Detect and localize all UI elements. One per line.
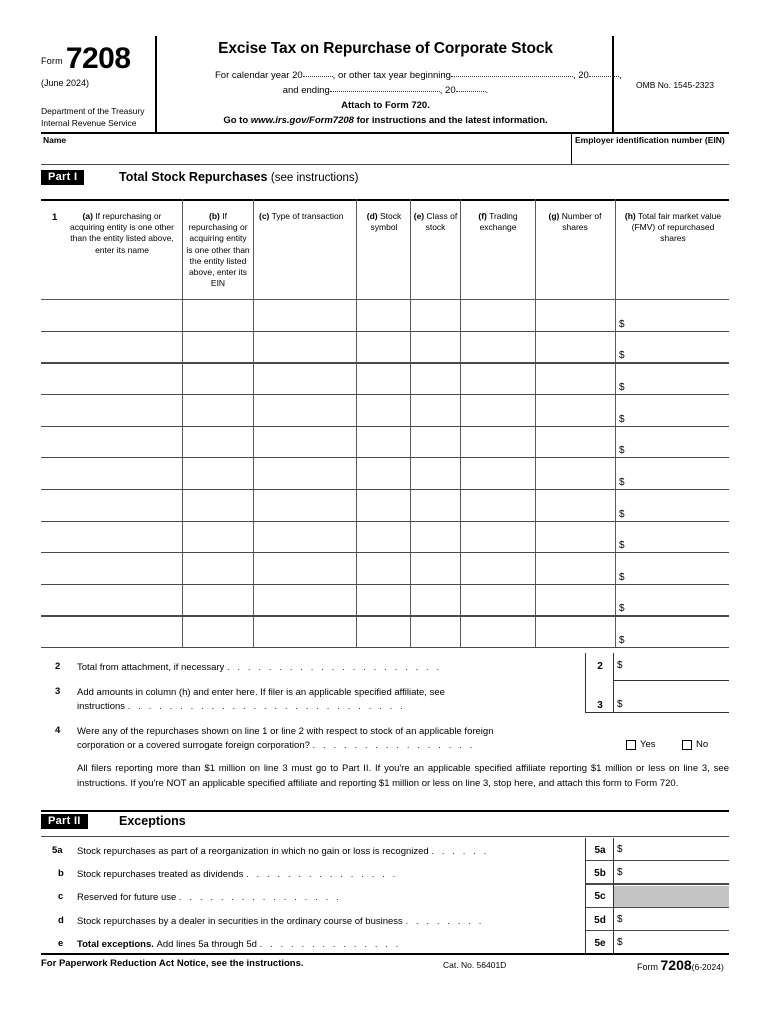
- part2-currency: $: [617, 913, 623, 925]
- identity-divider: [571, 134, 572, 164]
- line-3-box-left: [585, 680, 586, 712]
- part1-banner: [41, 170, 729, 185]
- line-3-leader: . . . . . . . . . . . . . . . . . . . . . . . . . . .: [127, 701, 406, 712]
- irs-url-link[interactable]: www.irs.gov/Form7208: [250, 115, 354, 126]
- paperwork-notice: For Paperwork Reduction Act Notice, see the instructions.: [41, 958, 304, 969]
- calendar-year-prefix: For calendar year 20: [215, 70, 303, 81]
- footer-form-date: (6-2024): [691, 962, 724, 972]
- table-row[interactable]: $: [619, 445, 625, 457]
- table-row[interactable]: $: [619, 603, 625, 615]
- column-header-e: [413, 211, 458, 233]
- line-2-box-div: [613, 653, 614, 680]
- header-divider-left: [155, 36, 157, 132]
- part2-row-number: b: [58, 868, 64, 880]
- line-3-box-div: [613, 680, 614, 712]
- part2-row-number: 5a: [52, 845, 63, 856]
- part2-box-number: 5a: [594, 845, 606, 856]
- part2-header-rule: [41, 836, 729, 837]
- column-header-d: [360, 211, 408, 233]
- department-line-1: Department of the Treasury: [41, 106, 145, 116]
- line-2-label: Total from attachment, if necessary: [77, 662, 225, 673]
- column-header-f: [464, 211, 532, 233]
- column-text-a: If repurchasing or acquiring entity is one other than the entity listed above, enter its name: [70, 211, 174, 255]
- attach-instruction: Attach to Form 720.: [341, 100, 430, 111]
- form-identity-block: [41, 36, 154, 132]
- part1-badge: Part I: [41, 170, 84, 185]
- table-row[interactable]: $: [619, 476, 625, 488]
- line-4-leader: . . . . . . . . . . . . . . . .: [312, 740, 475, 751]
- part2-box-number: 5b: [594, 868, 606, 880]
- line-2-box-number: 2: [597, 661, 603, 672]
- footer-form-number: 7208: [660, 957, 692, 973]
- table-header-separator: [41, 299, 729, 300]
- line-3-label: Add amounts in column (h) and enter here. If filer is an applicable specified affiliate, see: [77, 687, 445, 698]
- yes-label: Yes: [640, 739, 656, 750]
- form-word-label: Form: [41, 56, 63, 66]
- part1-title: [119, 170, 358, 184]
- table-row-separator: [41, 552, 729, 553]
- tax-year-beginning-input[interactable]: [451, 68, 573, 77]
- identity-row: [41, 134, 729, 164]
- beginning-year-input[interactable]: [589, 68, 619, 77]
- line-2-number: 2: [55, 661, 61, 672]
- column-header-b: [186, 211, 250, 289]
- column-text-g: Number of shares: [561, 211, 602, 233]
- part2-row-leader: . . . . . . . .: [405, 915, 485, 927]
- part2-box-number: 5e: [594, 937, 606, 949]
- form-header: [41, 36, 729, 132]
- beginning-year-label: , 20: [572, 70, 589, 81]
- part2-row-label: [77, 891, 341, 905]
- omb-block: [618, 36, 729, 132]
- table-row-separator: [41, 331, 729, 332]
- column-text-b: If repurchasing or acquiring entity is one other than the entity listed above, enter its EIN: [186, 211, 250, 289]
- part2-currency: $: [617, 936, 623, 948]
- issuing-agency: [41, 106, 144, 129]
- ending-year-label: , 20: [439, 85, 456, 96]
- part1-title-note: (see instructions): [270, 172, 359, 184]
- line-3-currency: $: [617, 699, 623, 710]
- column-tag-a: (a): [82, 211, 93, 221]
- table-row-separator: [41, 426, 729, 427]
- form-title-block: [163, 36, 622, 132]
- part1-title-bold: Total Stock Repurchases: [119, 170, 271, 184]
- part2-box-divider-rule: [613, 838, 614, 954]
- goto-suffix: for instructions and the latest information.: [353, 115, 548, 126]
- part2-value-field[interactable]: [585, 883, 729, 884]
- line-1-number: 1: [52, 212, 58, 223]
- header-divider-right: [612, 36, 614, 132]
- tax-year-ending-input[interactable]: [330, 83, 440, 92]
- col-sep-g-h: [615, 199, 616, 647]
- part2-value-field[interactable]: [585, 930, 729, 931]
- column-text-e: Class of stock: [425, 211, 458, 233]
- footer-top-rule: [41, 953, 729, 955]
- part1-note: All filers reporting more than $1 million on line 3 must go to Part II. If you're an applicable specified affiliate reporting $1 million or less on line 3, see instructions. If you're NOT an applicable specified affiliate and reporting $1 million or less on line 3, stop here, and attach this form to Form 720.: [77, 763, 729, 789]
- part2-box-number: 5d: [594, 914, 606, 926]
- omb-number: OMB No. 1545-2323: [636, 80, 714, 90]
- part2-value-field[interactable]: [585, 860, 729, 861]
- table-row-separator: [41, 489, 729, 490]
- no-label: No: [696, 739, 709, 750]
- part2-row-label: [77, 845, 489, 859]
- line-3-text-2: [77, 700, 405, 714]
- part2-row-label: [77, 915, 484, 929]
- col-sep-a-b: [182, 199, 183, 647]
- part2-banner: [41, 814, 729, 829]
- department-line-2: Internal Revenue Service: [41, 117, 137, 128]
- table-row[interactable]: $: [619, 508, 625, 520]
- other-tax-year-label: , or other tax year beginning: [332, 70, 451, 81]
- part2-badge: Part II: [41, 814, 88, 829]
- form-number-line: [41, 44, 131, 74]
- column-header-c: [259, 211, 353, 222]
- part2-row-text: Reserved for future use: [77, 892, 179, 904]
- part2-row-bold-prefix: Total exceptions.: [77, 938, 157, 950]
- table-row-separator: [41, 615, 729, 616]
- table-row-separator: [41, 584, 729, 585]
- table-row-separator: [41, 457, 729, 458]
- part2-row-label: [77, 938, 401, 952]
- part2-currency: $: [617, 844, 623, 855]
- part2-row-label: [77, 868, 398, 882]
- part2-row-leader: . . . . . . . . . . . . . . .: [245, 869, 398, 881]
- beginning-comma: ,: [618, 70, 622, 81]
- catalog-number: Cat. No. 56401D: [443, 960, 507, 970]
- table-row-separator: [41, 362, 729, 363]
- line-3-value-rule[interactable]: [585, 712, 729, 713]
- table-row[interactable]: $: [619, 318, 625, 330]
- table-row-separator: [41, 394, 729, 395]
- column-header-g: [539, 211, 611, 233]
- line-2-currency: $: [617, 660, 623, 671]
- line-3-number: 3: [55, 686, 61, 697]
- goto-prefix: Go to: [223, 115, 251, 126]
- part2-row-text: Stock repurchases by a dealer in securities in the ordinary course of business: [77, 915, 406, 927]
- ein-label: Employer identification number (EIN): [575, 135, 725, 145]
- line-4-label-2: corporation or a covered surrogate foreign corporation?: [77, 740, 310, 751]
- table-row-separator: [41, 521, 729, 522]
- part2-currency: $: [617, 867, 623, 879]
- part2-row-number: c: [58, 891, 64, 903]
- column-tag-e: (e): [413, 211, 425, 221]
- column-tag-h: (h): [624, 211, 636, 221]
- part2-row-text: Add lines 5a through 5d: [156, 938, 260, 950]
- table-row[interactable]: $: [619, 413, 625, 425]
- goto-instruction: [163, 115, 608, 126]
- table-row[interactable]: $: [619, 540, 625, 552]
- column-text-f: Trading exchange: [479, 211, 518, 233]
- table-row[interactable]: $: [619, 635, 625, 646]
- line-3-label-2: instructions: [77, 701, 126, 712]
- form-revision-date: (June 2024): [41, 78, 90, 88]
- ending-label: and ending: [282, 85, 330, 96]
- column-text-c: Type of transaction: [271, 211, 344, 221]
- identity-bottom-rule: [41, 164, 729, 165]
- part2-box-number: 5c: [594, 891, 606, 903]
- part2-row-leader: . . . . . . . . . . . . . . . .: [178, 892, 342, 904]
- yes-checkbox[interactable]: [626, 740, 636, 750]
- form-number: 7208: [65, 42, 131, 75]
- col-sep-f-g: [535, 199, 536, 647]
- table-bottom-rule: [41, 647, 729, 648]
- column-header-h: [619, 211, 727, 245]
- part2-row-leader: . . . . . .: [431, 846, 489, 857]
- ending-year-input[interactable]: [456, 83, 486, 92]
- column-tag-d: (d): [366, 211, 378, 221]
- line-2-value-rule[interactable]: [613, 680, 729, 681]
- table-row[interactable]: $: [619, 350, 625, 362]
- col-sep-b-c: [253, 199, 254, 647]
- part2-row-text: Stock repurchases as part of a reorganization in which no gain or loss is recognized: [77, 846, 432, 857]
- part2-value-field[interactable]: [585, 907, 729, 908]
- column-tag-f: (f): [478, 211, 487, 221]
- part2-row-number: d: [58, 914, 64, 926]
- column-text-h: Total fair market value (FMV) of repurchased shares: [631, 211, 722, 244]
- no-checkbox[interactable]: [682, 740, 692, 750]
- part2-title: Exceptions: [119, 814, 186, 828]
- name-label: Name: [43, 135, 67, 145]
- part2-row-text: Stock repurchases treated as dividends: [77, 869, 246, 881]
- column-tag-g: (g): [548, 211, 560, 221]
- line-3-text: [77, 686, 577, 700]
- part2-box-left-rule: [585, 838, 586, 954]
- line-4-number: 4: [55, 725, 61, 736]
- calendar-year-input[interactable]: [303, 68, 333, 77]
- reserved-shaded-cell: [614, 886, 729, 906]
- footer-form-word: Form: [637, 962, 658, 972]
- page-title: Excise Tax on Repurchase of Corporate Stock: [218, 40, 553, 57]
- col-sep-c-d: [356, 199, 357, 647]
- col-sep-d-e: [410, 199, 411, 647]
- tax-year-line-1: [163, 68, 622, 81]
- table-top-rule: [41, 199, 729, 201]
- column-text-d: Stock symbol: [370, 211, 402, 233]
- line-2-text: [77, 661, 442, 675]
- column-tag-b: (b): [209, 211, 220, 221]
- tax-year-line-2: [163, 83, 608, 96]
- table-row[interactable]: $: [619, 381, 625, 393]
- col-sep-e-f: [460, 199, 461, 647]
- line-2-box-left: [585, 653, 586, 680]
- line-4-text-2: [77, 739, 475, 753]
- line-3-box-number: 3: [597, 700, 603, 711]
- footer-form-id: [637, 957, 724, 973]
- column-header-a: [67, 211, 177, 256]
- column-tag-c: (c): [259, 211, 270, 221]
- line-2-leader: . . . . . . . . . . . . . . . . . . . . .: [226, 662, 442, 673]
- part2-top-rule: [41, 810, 729, 812]
- line-4-text-1: Were any of the repurchases shown on line 1 or line 2 with respect to stock of an applicable foreign: [77, 726, 494, 737]
- part2-row-number: e: [58, 937, 64, 949]
- table-row[interactable]: $: [619, 571, 625, 583]
- part2-row-leader: . . . . . . . . . . . . . .: [259, 938, 402, 950]
- ending-period: .: [485, 85, 489, 96]
